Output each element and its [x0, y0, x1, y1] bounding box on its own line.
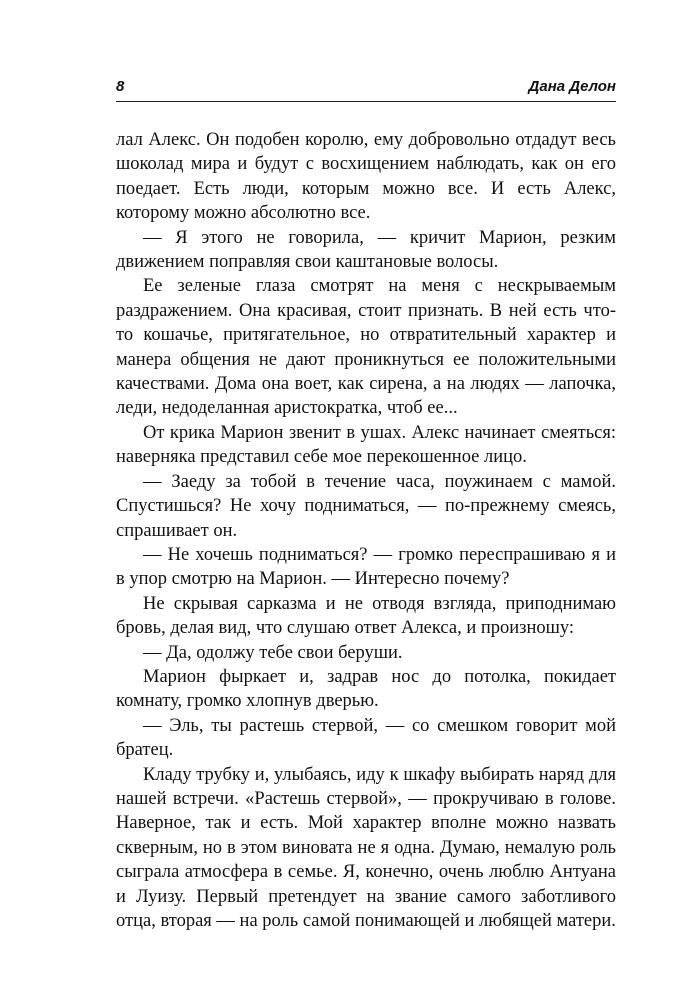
paragraph: — Заеду за тобой в течение часа, поужинаем с мамой. Спустишься? Не хочу подниматься, — по-прежнему смеясь, спрашивает он. — [116, 471, 616, 541]
paragraph: — Я этого не говорила, — кричит Марион, резким движением поправляя свои каштановые волосы. — [116, 227, 616, 273]
header-rule — [116, 101, 616, 102]
paragraph: — Не хочешь подниматься? — громко переспрашиваю я и в упор смотрю на Марион. — Интересно почему? — [116, 544, 616, 590]
page-header — [116, 76, 616, 98]
paragraph: — Да, одолжу тебе свои беруши. — [143, 642, 403, 663]
paragraph: Марион фыркает и, задрав нос до потолка, покидает комнату, громко хлопнув дверью. — [116, 666, 616, 712]
paragraph-continuation: лал Алекс. Он подобен королю, ему добровольно отдадут весь шоколад мира и будут с восхищением наблюдать, как он его поедает. Есть люди, которым можно все. И есть Алекс, которому можно абсолютно все. — [116, 130, 616, 224]
paragraph: Не скрывая сарказма и не отводя взгляда, приподнимаю бровь, делая вид, что слушаю ответ Алекса, и произношу: — [116, 593, 616, 639]
body-text — [116, 128, 616, 933]
running-title: Дана Делон — [528, 78, 616, 95]
page-number: 8 — [116, 78, 125, 95]
paragraph: От крика Марион звенит в ушах. Алекс начинает смеяться: наверняка представил себе мое перекошенное лицо. — [116, 422, 616, 468]
paragraph: Ее зеленые глаза смотрят на меня с нескрываемым раздражением. Она красивая, стоит признать. В ней есть что-то кошачье, притягательное, но отвратительный характер и манера общения не дают проникнуться ее положительными качествами. Дома она воет, как сирена, а на людях — лапочка, леди, недоделанная аристократка, чтоб ее... — [116, 276, 616, 419]
paragraph: — Эль, ты растешь стервой, — со смешком говорит мой братец. — [116, 715, 616, 761]
paragraph: Кладу трубку и, улыбаясь, иду к шкафу выбирать наряд для нашей встречи. «Растешь стервой», — прокручиваю в голове. Наверное, так и есть. Мой характер вполне можно назвать скверным, но в этом виновата не я одна. Думаю, немалую роль сыграла атмосфера в семье. Я, конечно, очень люблю Антуана и Луизу. Первый претендует на звание самого заботливого отца, вторая — на роль самой понимающей и любящей матери. — [116, 764, 616, 931]
